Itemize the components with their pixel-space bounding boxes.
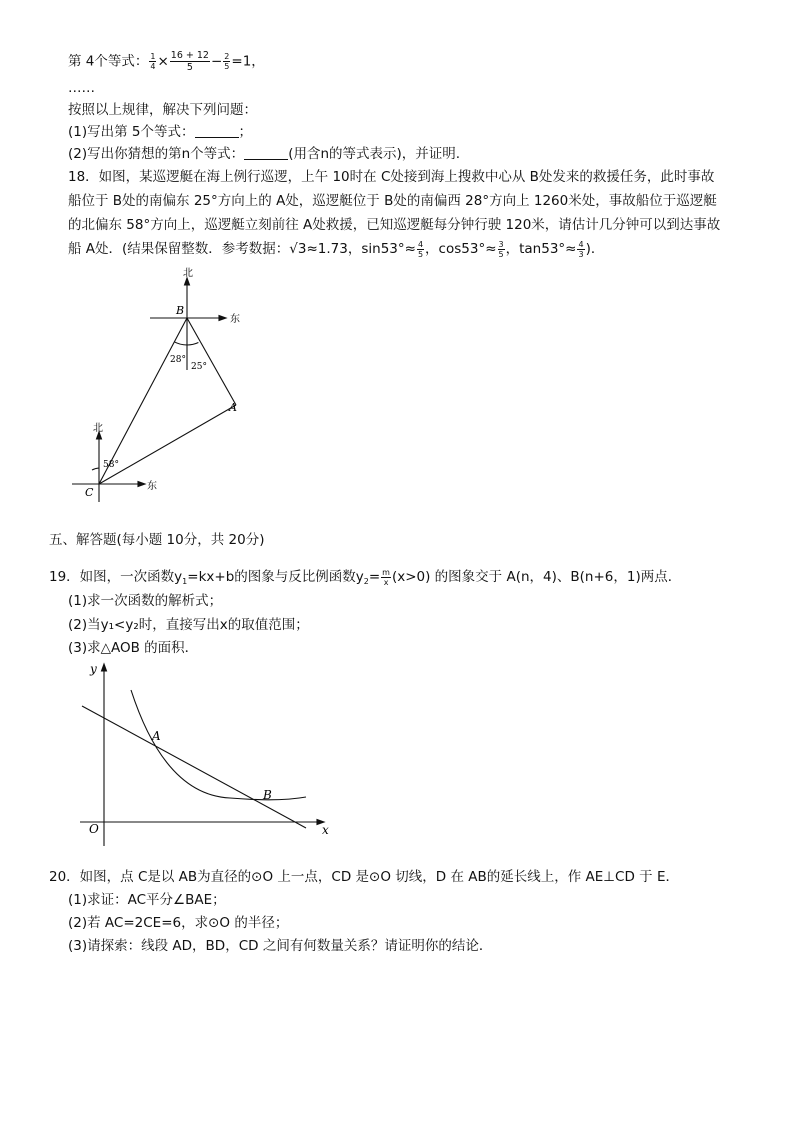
angle-arc-25 [187, 343, 198, 346]
east-arrow-c [138, 482, 145, 487]
m-over-x-fraction: $\frac{m}{x}$ [382, 567, 390, 587]
eq4-fraction-1: $\frac{1}{4}$ [150, 52, 156, 71]
label-angle-58: 58° [103, 460, 119, 470]
angle-arc-58 [92, 468, 99, 470]
rule-text: 按照以上规律，解决下列问题： [68, 102, 257, 118]
figure-18 [70, 262, 250, 502]
problem-20-q3: (3)请探索：线段 AD，BD，CD 之间有何数量关系？请证明你的结论． [68, 938, 493, 954]
problem-20-line-1: 20．如图，点 C是以 AB为直径的⊙O 上一点，CD 是⊙O 切线，D 在 AB的延长线上，作 AE⊥CD 于 E． [49, 869, 679, 885]
problem-19-q1: (1)求一次函数的解析式； [68, 593, 223, 609]
answer-blank [244, 145, 288, 160]
label-north-c: 北 [93, 423, 103, 434]
problem-18-line-4: 船 A处．(结果保留整数．参考数据：√3≈1.73，sin53°≈ $\frac{4}{5}$ ，cos53°≈ $\frac{3}{5}$ ，tan53°≈ $\frac{4}{3}$ )． [68, 239, 605, 259]
label-a: A [152, 729, 161, 743]
label-b: B [263, 788, 272, 802]
label-a: A [229, 401, 237, 414]
hyperbola-curve [131, 690, 306, 800]
problem-19-q3: (3)求△AOB 的面积． [68, 640, 199, 656]
label-north-b: 北 [183, 268, 193, 279]
label-o: O [89, 822, 99, 836]
label-angle-25: 25° [191, 362, 207, 372]
label-angle-28: 28° [170, 355, 186, 365]
problem-18-line-3: 的北偏东 58°方向上，巡逻艇立刻前往 A处救援，已知巡逻艇每分钟行驶 120米，请估计几分钟可以到达事故 [68, 217, 721, 233]
label-c: C [85, 486, 94, 499]
eq4-fraction-2: $\frac{16 + 12}{5}$ [170, 50, 209, 73]
label-b: B [176, 304, 185, 317]
equation-4 [68, 50, 265, 73]
problem-18-line-2: 船位于 B处的南偏东 25°方向上的 A处，巡逻艇位于 B处的南偏西 28°方向上 1260米处，事故船位于巡逻艇 [68, 193, 717, 209]
eq4-label: 第 4个等式： [68, 53, 149, 70]
north-arrow-b [185, 278, 190, 285]
times-sign: × [157, 53, 169, 70]
answer-blank [195, 123, 239, 138]
linear-function-line [82, 706, 306, 828]
angle-arc-28 [174, 342, 187, 345]
problem-19-q2: (2)当y₁<y₂时，直接写出x的取值范围； [68, 617, 309, 633]
problem-20-q1: (1)求证：AC平分∠BAE； [68, 892, 226, 908]
problem-20-q2: (2)若 AC=2CE=6，求⊙O 的半径； [68, 915, 289, 931]
section-5-heading: 五、解答题(每小题 10分，共 20分) [49, 532, 265, 548]
y-axis-arrow [102, 664, 107, 671]
cos-fraction: $\frac{3}{5}$ [498, 239, 504, 259]
ellipsis: …… [68, 80, 95, 96]
question-1: (1)写出第 5个等式： ； [68, 124, 253, 140]
eq4-fraction-3: $\frac{2}{5}$ [224, 52, 230, 71]
problem-19-line-1: 19．如图，一次函数$y_1=kx+b$的图象与反比例函数$y_2=$ $\frac{m}{x}$ (x>0) 的图象交于 A(n，4)、B(n+6，1)两点． [49, 567, 682, 587]
minus-sign: − [210, 53, 223, 70]
sin-fraction: $\frac{4}{5}$ [417, 239, 424, 259]
label-east-c: 东 [147, 481, 157, 492]
figure-19 [70, 656, 340, 848]
question-2: (2)写出你猜想的第n个等式： (用含n的等式表示)，并证明. [68, 146, 461, 162]
eq4-tail: =1， [231, 53, 265, 70]
east-arrow-b [219, 316, 226, 321]
tan-fraction: $\frac{4}{3}$ [578, 239, 584, 259]
label-east-b: 东 [230, 314, 240, 325]
label-x: x [322, 823, 329, 837]
label-y: y [90, 662, 97, 676]
problem-18-line-1: 18．如图，某巡逻艇在海上例行巡逻，上午 10时在 C处接到海上搜救中心从 B处发来的救援任务，此时事故 [68, 169, 715, 185]
